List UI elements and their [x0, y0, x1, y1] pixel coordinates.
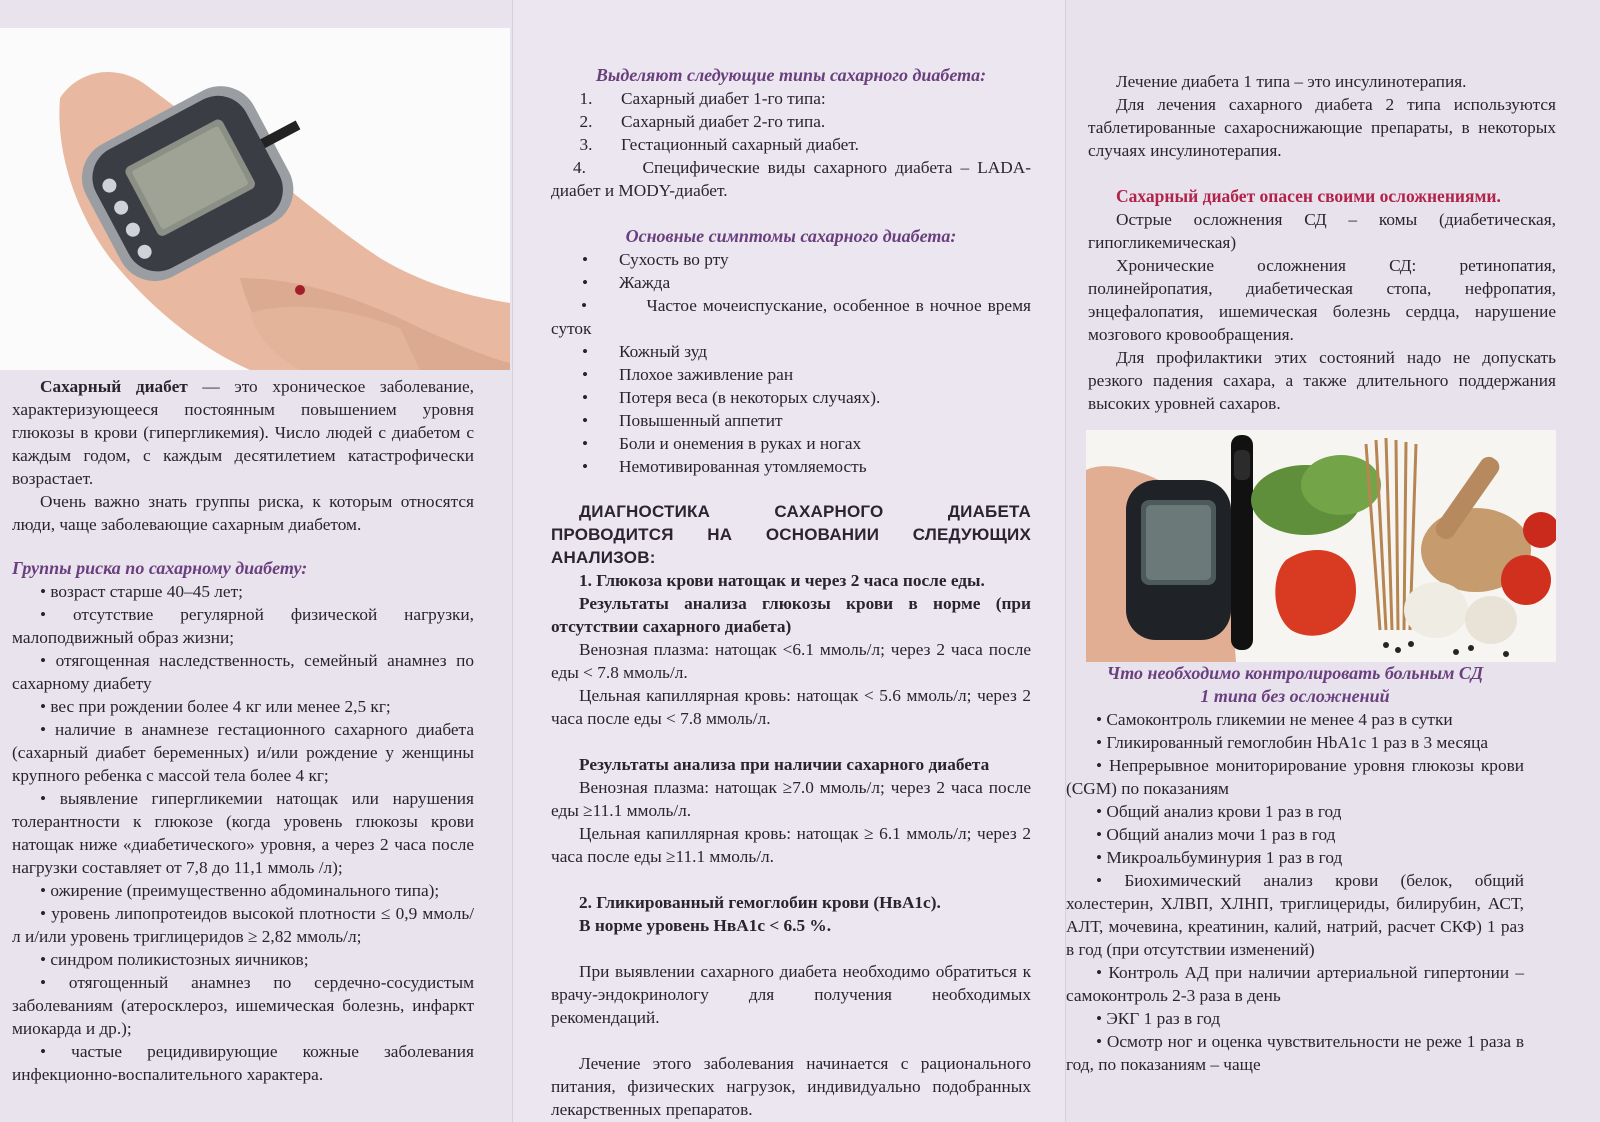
chronic-complications: Хронические осложнения СД: ретинопатия, полинейропатия, диабетическая стопа, нефропатия, энцефалопатия, ишемическая болезнь сердца, нарушение мозгового кровообращения. [1088, 256, 1556, 344]
symptom-item: • Немотивированная утомляемость [581, 457, 867, 476]
diag-item-1: 1. Глюкоза крови натощак и через 2 часа после еды. [579, 571, 985, 590]
symptoms-heading: Основные симптомы сахарного диабета: [625, 226, 957, 246]
control-item: • Непрерывное мониторирование уровня глюкозы крови (CGM) по показаниям [1066, 754, 1524, 800]
right-panel [1065, 0, 1600, 1122]
control-item: • Самоконтроль гликемии не менее 4 раз в сутки [1066, 708, 1524, 731]
control-item: • Гликированный гемоглобин HbA1c 1 раз в 3 месяца [1066, 731, 1524, 754]
risk-item: • синдром поликистозных яичников; [12, 948, 474, 971]
control-item: • Осмотр ног и оценка чувствительности не реже 1 раза в год, по показаниям – чаще [1066, 1030, 1524, 1076]
glucometer-photo [0, 28, 510, 370]
glucometer-and-vegetables-illustration [1086, 430, 1556, 662]
acute-complications: Острые осложнения СД – комы (диабетическая, гипогликемическая) [1088, 210, 1556, 252]
type-item: 3. Гестационный сахарный диабет. [579, 135, 859, 154]
control-item: • Биохимический анализ крови (белок, общий холестерин, ХЛВП, ХЛНП, триглицериды, билирубин, АСТ, АЛТ, мочевина, креатинин, калий, натрий, расчет СКФ) 1 раз в год (при отсутствии изменений) [1066, 869, 1524, 961]
risk-item: • выявление гипергликемии натощак или нарушения толерантности к глюкозе (когда уровень глюкозы крови натощак ниже «диабетического» уровня, а через 2 часа после нагрузки составляет от 7,8 до 11,1 ммоль /л); [12, 787, 474, 879]
treatment-paragraph: Лечение этого заболевания начинается с рационального питания, физических нагрузок, индивидуально подобранных лекарственных препаратов. [551, 1054, 1031, 1119]
hba1c-norm: В норме уровень НвА1с < 6.5 %. [579, 916, 832, 935]
symptoms-list [551, 248, 1031, 294]
control-item: • Общий анализ крови 1 раз в год [1066, 800, 1524, 823]
norm-venous: Венозная плазма: натощак <6.1 ммоль/л; через 2 часа после еды < 7.8 ммоль/л. [551, 640, 1031, 682]
treatment-type2: Для лечения сахарного диабета 2 типа используются таблетированные сахароснижающие препараты, в некоторых случаях инсулинотерапия. [1088, 95, 1556, 160]
risk-item: • возраст старше 40–45 лет; [12, 580, 474, 603]
middle-text [551, 64, 1031, 1121]
risk-item: • уровень липопротеидов высокой плотности ≤ 0,9 ммоль/л и/или уровень триглицеридов ≥ 2,82 ммоль/л; [12, 902, 474, 948]
symptom-item: • Кожный зуд [581, 342, 708, 361]
risk-intro-paragraph: Очень важно знать группы риска, к которым относятся люди, чаще заболевающие сахарным диабетом. [12, 492, 474, 534]
symptom-item: • Жажда [581, 273, 671, 292]
type-item: 1. Сахарный диабет 1-го типа: [579, 89, 826, 108]
norm-capillary: Цельная капиллярная кровь: натощак < 5.6 ммоль/л; через 2 часа после еды < 7.8 ммоль/л. [551, 686, 1031, 728]
risk-item: • отсутствие регулярной физической нагрузки, малоподвижный образ жизни; [12, 603, 474, 649]
symptoms-list-2 [551, 340, 1031, 478]
risk-item: • ожирение (преимущественно абдоминального типа); [12, 879, 474, 902]
glucometer-vegetables-photo [1086, 430, 1556, 662]
risk-item: • отягощенная наследственность, семейный анамнез по сахарному диабету [12, 649, 474, 695]
risk-item: • частые рецидивирующие кожные заболевания инфекционно-воспалительного характера. [12, 1040, 474, 1086]
control-item: • Контроль АД при наличии артериальной гипертонии – самоконтроль 2-3 раза в день [1066, 961, 1524, 1007]
prevention-paragraph: Для профилактики этих состояний надо не допускать резкого падения сахара, а также длительного поддержания высоких уровней сахаров. [1088, 348, 1556, 413]
symptom-item: • Плохое заживление ран [581, 365, 794, 384]
endocrinologist-paragraph: При выявлении сахарного диабета необходимо обратиться к врачу-эндокринологу для получения необходимых рекомендаций. [551, 962, 1031, 1027]
treatment-type1: Лечение диабета 1 типа – это инсулинотерапия. [1116, 72, 1467, 91]
control-item: • Микроальбуминурия 1 раз в год [1066, 846, 1524, 869]
dm-venous: Венозная плазма: натощак ≥7.0 ммоль/л; через 2 часа после еды ≥11.1 ммоль/л. [551, 778, 1031, 820]
symptom-item: • Сухость во рту [581, 250, 729, 269]
control-heading-line1: Что необходимо контролировать больным СД [1106, 663, 1484, 683]
middle-panel [512, 0, 1065, 1122]
control-item: • ЭКГ 1 раз в год [1066, 1007, 1524, 1030]
risk-item: • наличие в анамнезе гестационного сахарного диабета (сахарный диабет беременных) и/или рождение у женщины крупного ребенка с массой тела более 4 кг; [12, 718, 474, 787]
control-item: • Общий анализ мочи 1 раз в год [1066, 823, 1524, 846]
complications-heading: Сахарный диабет опасен своими осложнениями. [1116, 186, 1501, 206]
norm-heading: Результаты анализа глюкозы крови в норме (при отсутствии сахарного диабета) [551, 594, 1031, 636]
left-text [12, 375, 474, 1086]
risk-item: • отягощенный анамнез по сердечно-сосудистым заболеваниям (атеросклероз, ишемическая болезнь, инфаркт миокарда и др.); [12, 971, 474, 1040]
intro-term: Сахарный диабет [40, 377, 188, 396]
right-text-bottom [1066, 662, 1524, 1076]
types-list [551, 87, 1031, 156]
type-item: 2. Сахарный диабет 2-го типа. [579, 112, 826, 131]
right-text-top [1088, 70, 1556, 415]
symptom-item: • Частое мочеиспускание, особенное в ночное время суток [551, 296, 1031, 338]
dm-heading: Результаты анализа при наличии сахарного диабета [579, 755, 990, 774]
diagnostics-heading: ДИАГНОСТИКА САХАРНОГО ДИАБЕТА ПРОВОДИТСЯ НА ОСНОВАНИИ СЛЕДУЮЩИХ АНАЛИЗОВ: [551, 502, 1031, 567]
intro-rest: — это хроническое заболевание, характеризующееся постоянным повышением уровня глюкозы в крови (гипергликемия). Число людей с диабетом с каждым годом, с каждым десятилетием катастрофически возрастает. [12, 377, 474, 488]
types-heading: Выделяют следующие типы сахарного диабета: [595, 65, 987, 85]
control-heading-line2: 1 типа без осложнений [1200, 686, 1390, 706]
dm-capillary: Цельная капиллярная кровь: натощак ≥ 6.1 ммоль/л; через 2 часа после еды ≥11.1 ммоль/л. [551, 824, 1031, 866]
type-item-4: 4. Специфические виды сахарного диабета – LADA-диабет и MODY-диабет. [551, 158, 1031, 200]
left-panel [0, 0, 512, 1122]
symptom-item: • Повышенный аппетит [581, 411, 783, 430]
diag-item-2: 2. Гликированный гемоглобин крови (НвА1с). [579, 893, 941, 912]
intro-paragraph [12, 375, 474, 490]
risk-item: • вес при рождении более 4 кг или менее 2,5 кг; [12, 695, 474, 718]
symptom-item: • Боли и онемения в руках и ногах [581, 434, 862, 453]
risk-heading: Группы риска по сахарному диабету: [12, 558, 308, 578]
symptom-item: • Потеря веса (в некоторых случаях). [581, 388, 881, 407]
hand-with-glucometer-illustration [0, 28, 510, 370]
